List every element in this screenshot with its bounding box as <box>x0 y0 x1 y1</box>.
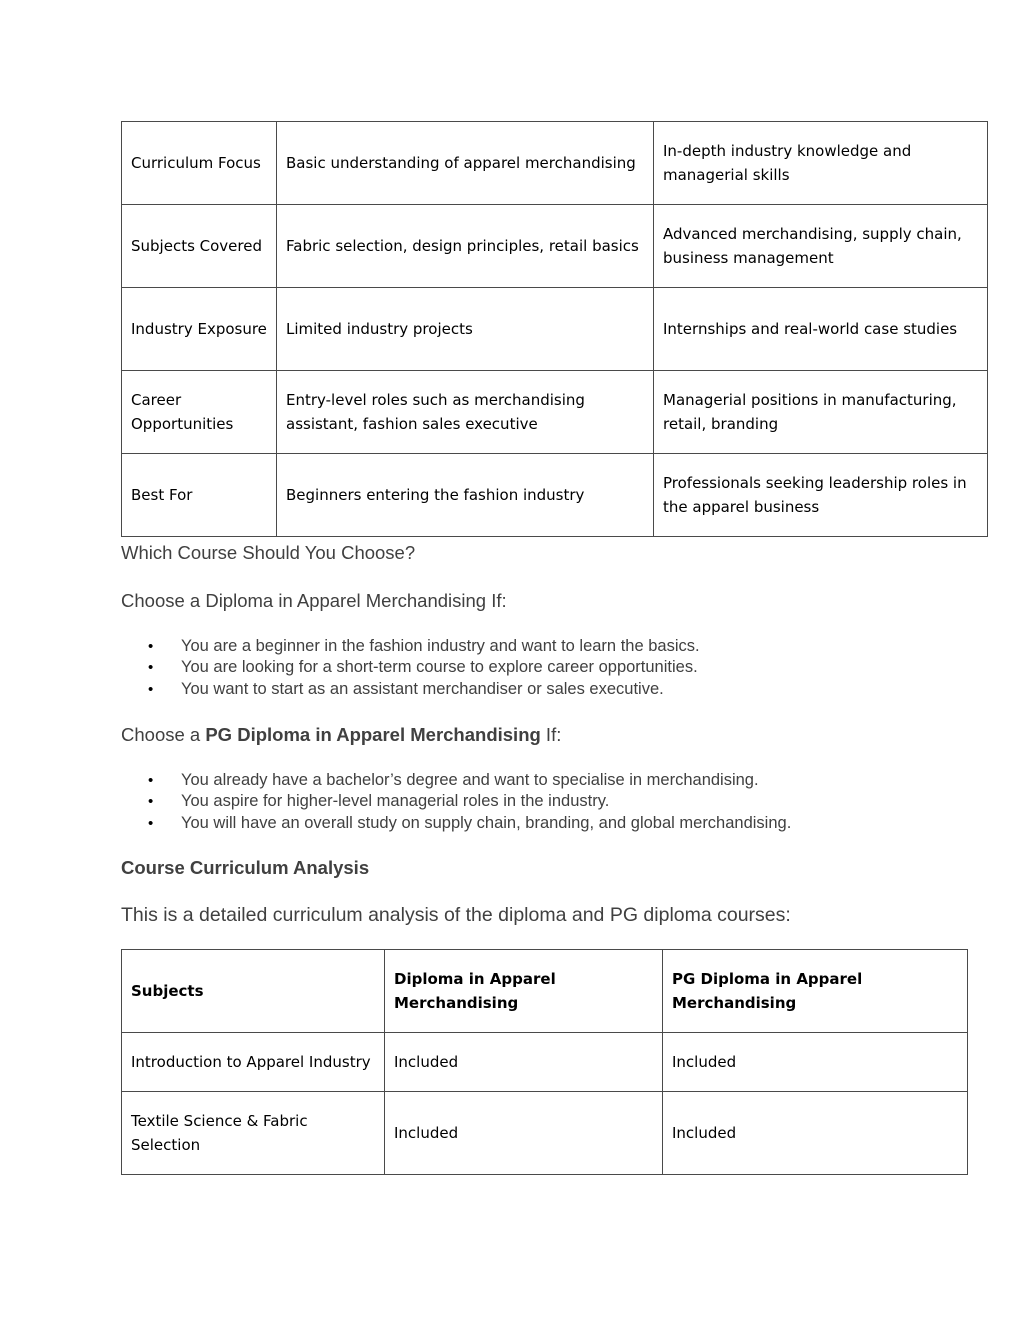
table-cell: Advanced merchandising, supply chain, business management <box>654 205 988 288</box>
column-header: Subjects <box>122 950 385 1033</box>
table-cell: Included <box>385 1092 663 1175</box>
table-cell: Career Opportunities <box>122 371 277 454</box>
table-cell: Included <box>663 1033 968 1092</box>
column-header: Diploma in Apparel Merchandising <box>385 950 663 1033</box>
diploma-bullet-list <box>121 636 700 700</box>
list-item: • You will have an overall study on supply chain, branding, and global merchandising. <box>121 813 791 834</box>
table-cell: Industry Exposure <box>122 288 277 371</box>
table-cell: Best For <box>122 454 277 537</box>
list-item: • You are a beginner in the fashion industry and want to learn the basics. <box>121 636 700 657</box>
curriculum-table <box>121 949 968 1175</box>
pg-bullet-list <box>121 770 791 834</box>
table-cell: Included <box>385 1033 663 1092</box>
table-cell: Textile Science & Fabric Selection <box>122 1092 385 1175</box>
table-header-row <box>122 950 968 1033</box>
table-cell: Limited industry projects <box>277 288 654 371</box>
table-row <box>122 371 988 454</box>
table-row <box>122 1092 968 1175</box>
table-cell: Subjects Covered <box>122 205 277 288</box>
column-header: PG Diploma in Apparel Merchandising <box>663 950 968 1033</box>
list-item: • You already have a bachelor’s degree and want to specialise in merchandising. <box>121 770 791 791</box>
table-cell: Managerial positions in manufacturing, retail, branding <box>654 371 988 454</box>
curriculum-heading: Course Curriculum Analysis <box>121 857 370 878</box>
table-cell: Entry-level roles such as merchandising assistant, fashion sales executive <box>277 371 654 454</box>
table-cell: In-depth industry knowledge and managerial skills <box>654 122 988 205</box>
table-cell: Included <box>663 1092 968 1175</box>
list-item: • You aspire for higher-level managerial roles in the industry. <box>121 791 791 812</box>
table-cell: Curriculum Focus <box>122 122 277 205</box>
table-cell: Basic understanding of apparel merchandising <box>277 122 654 205</box>
comparison-table <box>121 121 988 537</box>
table-cell: Internships and real-world case studies <box>654 288 988 371</box>
list-item: • You are looking for a short-term course to explore career opportunities. <box>121 657 700 678</box>
table-row <box>122 205 988 288</box>
diploma-heading: Choose a Diploma in Apparel Merchandising If: <box>121 590 507 611</box>
list-item: • You want to start as an assistant merchandiser or sales executive. <box>121 679 700 700</box>
pg-heading-suffix: If: <box>540 724 562 745</box>
pg-heading-bold: PG Diploma in Apparel Merchandising <box>205 724 541 745</box>
table-cell: Introduction to Apparel Industry <box>122 1033 385 1092</box>
table-row <box>122 454 988 537</box>
pg-heading-prefix: Choose a <box>121 724 206 745</box>
pg-diploma-heading <box>121 723 561 747</box>
which-course-heading: Which Course Should You Choose? <box>121 542 416 563</box>
table-row <box>122 288 988 371</box>
table-cell: Fabric selection, design principles, retail basics <box>277 205 654 288</box>
table-row <box>122 1033 968 1092</box>
table-cell: Beginners entering the fashion industry <box>277 454 654 537</box>
table-row <box>122 122 988 205</box>
curriculum-intro: This is a detailed curriculum analysis of the diploma and PG diploma courses: <box>121 904 791 926</box>
table-cell: Professionals seeking leadership roles in the apparel business <box>654 454 988 537</box>
